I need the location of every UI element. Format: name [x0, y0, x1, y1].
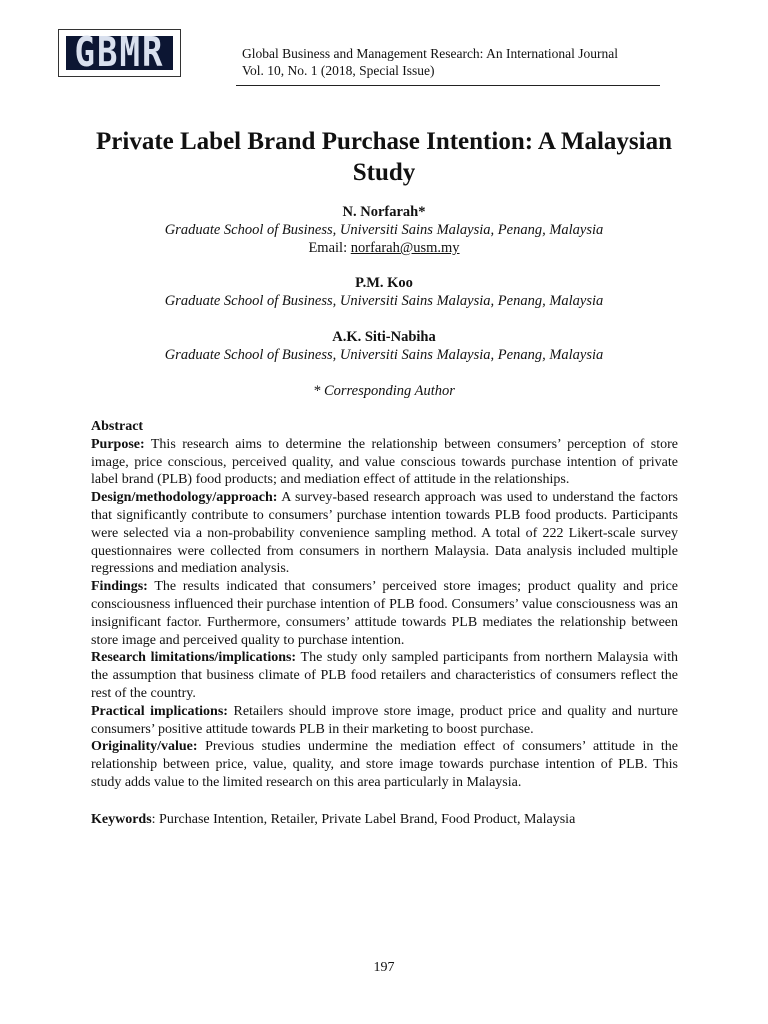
- corresponding-author-note: * Corresponding Author: [313, 383, 455, 399]
- section-text: Retailers should improve store image, product price and quality and nurture consumers’ positive attitude towards PLB in their marketing to boost purchase.: [91, 703, 678, 737]
- abstract-heading: Abstract: [91, 419, 144, 434]
- section-label: Research limitations/implications:: [91, 650, 297, 666]
- journal-logo: [58, 29, 181, 77]
- section-text: The study only sampled participants from northern Malaysia with the assumption that business climate of PLB food retailers and characteristics of consumers reflect the rest of the country.: [91, 650, 678, 701]
- abstract-findings: [91, 578, 678, 649]
- abstract-design: [91, 489, 678, 578]
- section-label: Originality/value:: [91, 739, 198, 755]
- paper-title: Private Label Brand Purchase Intention: A Malaysian Study: [96, 128, 672, 186]
- section-text: Previous studies undermine the mediation effect of consumers’ attitude in the relationship between price, value, quality, and store image towards purchase intention of PLB. This study adds value to the limited research on this area particularly in Malaysia.: [91, 739, 678, 790]
- author-email-line: [0, 239, 768, 257]
- logo-panel: [66, 28, 173, 77]
- section-text: This research aims to determine the relationship between consumers’ perception of store image, price conscious, perceived quality, and value conscious towards purchase intention of private label brand (PLB) food products; and mediation effect of attitude in the relationships.: [91, 436, 678, 488]
- section-text: A survey-based research approach was used to understand the factors that significantly contribute to consumers’ purchase intention towards PLB food products. Participants were selected via a non-probability convenience sampling method. A total of 222 Likert-scale survey questionnaires were collected from consumers in northern Malaysia. Data analysis included multiple regressions and mediation analysis.: [91, 490, 678, 577]
- section-label: Purpose:: [91, 436, 145, 452]
- section-label: Findings:: [91, 579, 148, 595]
- journal-issue: Vol. 10, No. 1 (2018, Special Issue): [242, 63, 435, 78]
- abstract-purpose: [91, 436, 678, 489]
- journal-info: [242, 45, 618, 79]
- author-affiliation: Graduate School of Business, Universiti Sains Malaysia, Penang, Malaysia: [164, 222, 604, 238]
- keywords-text: : Purchase Intention, Retailer, Private Label Brand, Food Product, Malaysia: [151, 812, 576, 827]
- section-label: Design/methodology/approach:: [91, 490, 278, 506]
- author-block-3: [0, 328, 768, 364]
- logo-text: GBMR: [74, 28, 165, 77]
- abstract: [91, 418, 678, 792]
- section-text: The results indicated that consumers’ perceived store images; product quality and price consciousness influenced their purchase intention of PLB food. Consumers’ value consciousness was an insignificant factor. Furthermore, consumers’ attitude towards PLB mediates the relationship between store image and perceived quality to purchase intention.: [91, 579, 678, 648]
- author-affiliation: Graduate School of Business, Universiti Sains Malaysia, Penang, Malaysia: [164, 293, 604, 309]
- header-divider: [236, 85, 660, 86]
- section-label: Practical implications:: [91, 703, 228, 719]
- author-affiliation: Graduate School of Business, Universiti Sains Malaysia, Penang, Malaysia: [164, 347, 604, 363]
- email-label: Email:: [308, 240, 351, 256]
- journal-name: Global Business and Management Research: An International Journal: [242, 46, 619, 61]
- page-number: 197: [373, 960, 395, 975]
- email-link[interactable]: norfarah@usm.my: [350, 240, 460, 256]
- author-name: N. Norfarah*: [342, 204, 426, 220]
- abstract-practical: [91, 703, 678, 739]
- abstract-originality: [91, 738, 678, 791]
- author-name: A.K. Siti-Nabiha: [332, 329, 436, 345]
- author-name: P.M. Koo: [355, 275, 413, 291]
- author-block-2: [0, 274, 768, 310]
- abstract-limitations: [91, 649, 678, 702]
- author-block-1: [0, 203, 768, 257]
- keywords-label: Keywords: [91, 812, 152, 827]
- keywords: [91, 811, 678, 829]
